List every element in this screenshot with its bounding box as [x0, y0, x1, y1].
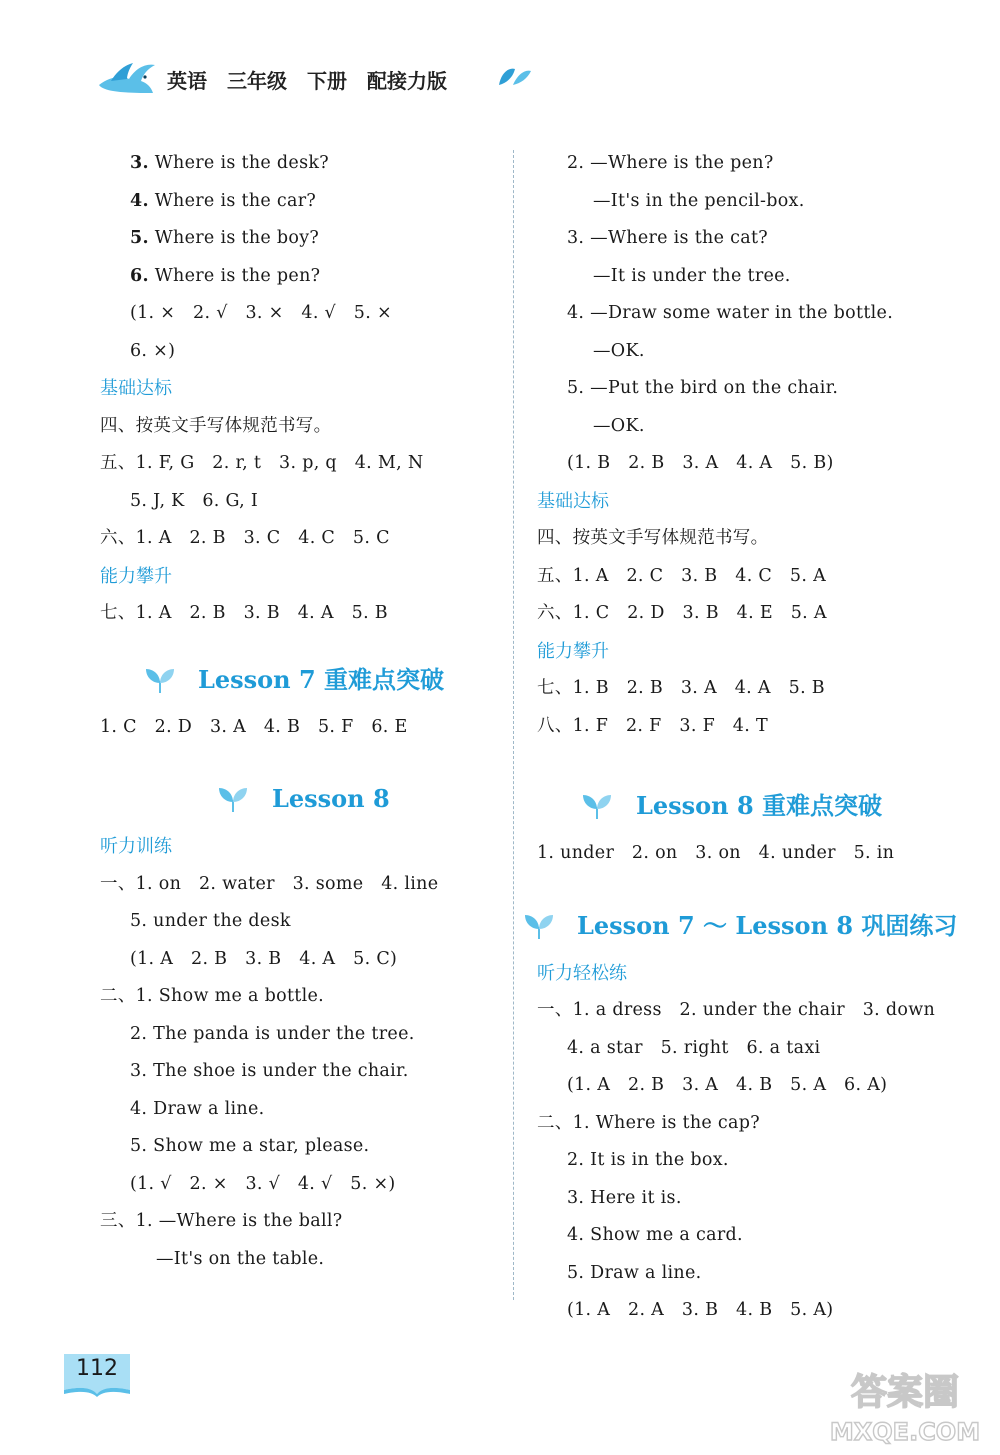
edition: 配接力版	[367, 69, 447, 93]
answer-line: 5. Where is the boy?	[130, 228, 320, 248]
answer-line: 4. —Draw some water in the bottle.	[567, 303, 894, 323]
answer-line: 2. The panda is under the tree.	[130, 1023, 415, 1044]
answer-line: 2. —Where is the pen?	[567, 153, 774, 173]
svg-text:MXQE.COM: MXQE.COM	[829, 1418, 981, 1446]
column-divider	[513, 150, 514, 1300]
leaf-icon	[144, 667, 176, 695]
lesson-heading: Lesson 7 ～ Lesson 8 巩固练习	[537, 897, 957, 955]
answer-line: 5. Show me a star, please.	[130, 1136, 370, 1156]
section-heading: 基础达标	[537, 490, 609, 512]
answer-line: 3. —Where is the cat?	[567, 228, 768, 248]
answer-line: (1. √ 2. × 3. √ 4. √ 5. ×)	[130, 1173, 396, 1194]
section-heading: 听力训练	[100, 836, 172, 857]
section-heading: 听力轻松练	[537, 962, 627, 984]
answer-line: 4. Where is the car?	[130, 190, 317, 211]
leaf-icon	[497, 65, 533, 89]
grade: 三年级	[227, 69, 287, 93]
book-title	[167, 65, 467, 94]
answer-line: 二、1. Where is the cap?	[537, 1112, 760, 1133]
answer-line: 5. under the desk	[130, 911, 291, 931]
answer-line: 5. J, K 6. G, I	[130, 490, 259, 511]
answer-line: (1. A 2. B 3. B 4. A 5. C)	[130, 948, 398, 969]
answer-line: 1. under 2. on 3. on 4. under 5. in	[537, 843, 895, 863]
answer-line: 4. Show me a card.	[567, 1225, 743, 1245]
leaf-icon	[523, 913, 555, 941]
subject: 英语	[167, 69, 207, 93]
answer-line: —OK.	[593, 340, 645, 361]
answer-line: 一、1. a dress 2. under the chair 3. down	[537, 1000, 936, 1020]
answer-line: —It's in the pencil-box.	[593, 190, 805, 211]
section-heading: 基础达标	[100, 378, 172, 399]
answer-line: (1. A 2. B 3. A 4. B 5. A 6. A)	[567, 1075, 888, 1095]
answer-line: 八、1. F 2. F 3. F 4. T	[537, 715, 768, 736]
answer-line: 1. C 2. D 3. A 4. B 5. F 6. E	[100, 716, 408, 737]
answer-line: 四、按英文手写体规范书写。	[100, 415, 332, 436]
answer-line: (1. × 2. √ 3. × 4. √ 5. ×	[130, 303, 392, 323]
lesson-heading: Lesson 8	[100, 770, 500, 828]
answer-line: 6. Where is the pen?	[130, 265, 321, 286]
svg-text:答案圈: 答案圈	[850, 1372, 960, 1413]
answer-line: 四、按英文手写体规范书写。	[537, 528, 769, 548]
answer-line: 3. The shoe is under the chair.	[130, 1061, 409, 1081]
section-heading: 能力攀升	[537, 640, 609, 662]
answer-line: 4. a star 5. right 6. a taxi	[567, 1037, 821, 1058]
answer-line: —It is under the tree.	[593, 265, 791, 286]
answer-line: 5. Draw a line.	[567, 1262, 702, 1283]
answer-line: 六、1. C 2. D 3. B 4. E 5. A	[537, 603, 827, 623]
answer-line: 3. Here it is.	[567, 1187, 682, 1208]
page-number: 112	[62, 1350, 132, 1398]
bird-icon	[95, 55, 157, 97]
answer-line: 3. Where is the desk?	[130, 153, 329, 173]
answer-line: (1. A 2. A 3. B 4. B 5. A)	[567, 1300, 834, 1320]
answer-line: 六、1. A 2. B 3. C 4. C 5. C	[100, 528, 390, 548]
volume: 下册	[307, 69, 347, 93]
answer-line: 三、1. —Where is the ball?	[100, 1211, 343, 1231]
answer-line: —OK.	[593, 415, 645, 436]
leaf-icon	[581, 793, 613, 821]
leaf-icon	[217, 786, 249, 814]
answer-line: 4. Draw a line.	[130, 1098, 265, 1119]
answer-line: 6. ×)	[130, 340, 176, 361]
answer-line: 二、1. Show me a bottle.	[100, 986, 325, 1006]
right-column	[537, 145, 957, 1330]
answer-line: 2. It is in the box.	[567, 1150, 729, 1170]
watermark-logo	[820, 1360, 990, 1450]
left-column	[100, 145, 500, 1278]
answer-line: (1. B 2. B 3. A 4. A 5. B)	[567, 453, 834, 473]
answer-line: —It's on the table.	[156, 1248, 325, 1269]
lesson-heading: Lesson 7 重难点突破	[100, 651, 500, 709]
answer-line: 五、1. A 2. C 3. B 4. C 5. A	[537, 565, 827, 586]
answer-line: 一、1. on 2. water 3. some 4. line	[100, 873, 439, 894]
section-heading: 能力攀升	[100, 565, 172, 587]
answer-line: 七、1. B 2. B 3. A 4. A 5. B	[537, 678, 825, 698]
answer-line: 5. —Put the bird on the chair.	[567, 378, 839, 398]
watermark-icon	[820, 1360, 990, 1450]
answer-line: 七、1. A 2. B 3. B 4. A 5. B	[100, 603, 388, 623]
answer-line: 五、1. F, G 2. r, t 3. p, q 4. M, N	[100, 453, 424, 473]
lesson-heading: Lesson 8 重难点突破	[537, 777, 957, 835]
page-header	[95, 55, 575, 101]
